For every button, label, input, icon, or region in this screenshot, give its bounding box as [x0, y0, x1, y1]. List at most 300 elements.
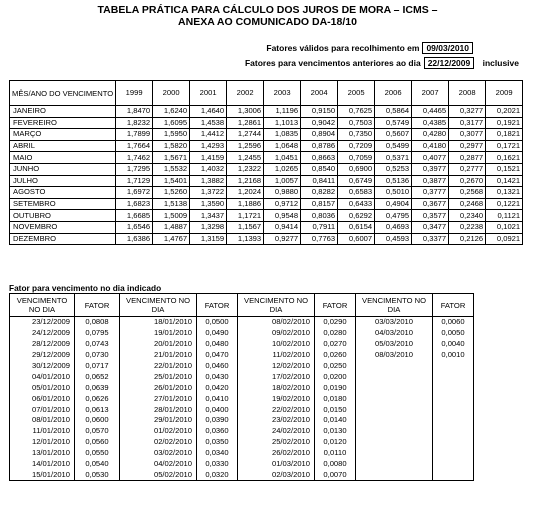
venc-date-cell — [356, 415, 433, 426]
venc-date-cell: 08/01/2010 — [10, 415, 75, 426]
factor-cell: 1,3722 — [190, 187, 227, 199]
venc-factor-cell: 0,0743 — [75, 339, 120, 350]
prior-date-box: 22/12/2009 — [424, 57, 475, 69]
venc-date-cell: 29/01/2010 — [120, 415, 197, 426]
month-cell: NOVEMBRO — [10, 221, 116, 233]
venc-factor-cell: 0,0050 — [433, 328, 474, 339]
factor-cell: 0,2977 — [449, 140, 486, 152]
factor-cell: 1,6685 — [116, 210, 153, 222]
venc-date-cell: 07/01/2010 — [10, 404, 75, 415]
table-row — [10, 106, 523, 118]
venc-factor-cell: 0,0540 — [75, 459, 120, 470]
venc-date-cell: 29/12/2009 — [10, 350, 75, 361]
factor-cell: 0,5749 — [375, 117, 412, 129]
factor-cell: 1,4159 — [190, 152, 227, 164]
venc-factor-cell: 0,0400 — [197, 404, 238, 415]
month-cell: MAIO — [10, 152, 116, 164]
venc-factor-cell: 0,0717 — [75, 361, 120, 372]
month-cell: AGOSTO — [10, 187, 116, 199]
factor-cell: 0,5010 — [375, 187, 412, 199]
factor-cell: 0,9880 — [264, 187, 301, 199]
year-header: 2004 — [301, 81, 338, 106]
factor-cell: 1,6386 — [116, 233, 153, 245]
venc-date-cell: 11/02/2010 — [238, 350, 315, 361]
venc-factor-cell: 0,0140 — [315, 415, 356, 426]
valid-date-line — [266, 42, 473, 54]
factor-cell: 0,7209 — [338, 140, 375, 152]
factor-cell: 0,7763 — [301, 233, 338, 245]
venc-date-cell: 24/02/2010 — [238, 426, 315, 437]
venc-date-cell: 21/01/2010 — [120, 350, 197, 361]
factor-cell: 0,3577 — [412, 210, 449, 222]
venc-date-cell — [356, 371, 433, 382]
venc-factor-cell — [433, 469, 474, 480]
factor-cell: 1,6240 — [153, 106, 190, 118]
factor-cell: 1,5138 — [153, 198, 190, 210]
venc-row — [10, 415, 474, 426]
factor-cell: 0,4593 — [375, 233, 412, 245]
factor-cell: 0,1221 — [486, 198, 523, 210]
month-cell: ABRIL — [10, 140, 116, 152]
factor-cell: 1,3159 — [190, 233, 227, 245]
factor-cell: 0,2340 — [449, 210, 486, 222]
factor-cell: 1,5009 — [153, 210, 190, 222]
factor-cell: 0,3777 — [412, 187, 449, 199]
venc-factor-cell: 0,0730 — [75, 350, 120, 361]
factor-cell: 1,1013 — [264, 117, 301, 129]
venc-date-cell: 10/02/2010 — [238, 339, 315, 350]
venc-date-cell: 25/01/2010 — [120, 371, 197, 382]
factor-cell: 1,6546 — [116, 221, 153, 233]
factor-cell: 0,4904 — [375, 198, 412, 210]
venc-date-cell: 30/12/2009 — [10, 361, 75, 372]
factor-cell: 0,8036 — [301, 210, 338, 222]
venc-date-cell — [356, 437, 433, 448]
venc-date-cell — [356, 404, 433, 415]
document-subtitle: ANEXA AO COMUNICADO DA-18/10 — [178, 16, 357, 28]
venc-factor-cell: 0,0530 — [75, 469, 120, 480]
venc-row — [10, 393, 474, 404]
venc-factor-cell: 0,0180 — [315, 393, 356, 404]
venc-factor-cell: 0,0200 — [315, 371, 356, 382]
venc-date-cell: 18/01/2010 — [120, 317, 197, 328]
factor-cell: 0,4385 — [412, 117, 449, 129]
venc-date-cell: 05/03/2010 — [356, 339, 433, 350]
venc-factor-cell — [433, 371, 474, 382]
venc-date-cell: 05/02/2010 — [120, 469, 197, 480]
venc-date-cell: 08/02/2010 — [238, 317, 315, 328]
factor-cell: 0,9414 — [264, 221, 301, 233]
factor-cell: 1,4767 — [153, 233, 190, 245]
month-cell: SETEMBRO — [10, 198, 116, 210]
factor-cell: 0,9042 — [301, 117, 338, 129]
factor-cell: 0,2021 — [486, 106, 523, 118]
venc-factor-cell: 0,0250 — [315, 361, 356, 372]
venc-factor-cell: 0,0470 — [197, 350, 238, 361]
factor-cell: 1,3882 — [190, 175, 227, 187]
venc-factor-header: FATOR — [315, 294, 356, 317]
factor-cell: 0,9548 — [264, 210, 301, 222]
venc-row — [10, 404, 474, 415]
venc-date-cell: 12/02/2010 — [238, 361, 315, 372]
factor-cell: 1,2024 — [227, 187, 264, 199]
factor-cell: 0,6007 — [338, 233, 375, 245]
venc-factor-cell — [433, 459, 474, 470]
factor-cell: 1,2168 — [227, 175, 264, 187]
factor-cell: 0,5499 — [375, 140, 412, 152]
venc-date-cell: 23/12/2009 — [10, 317, 75, 328]
factor-cell: 0,1821 — [486, 129, 523, 141]
factor-cell: 0,6292 — [338, 210, 375, 222]
factor-cell: 0,9712 — [264, 198, 301, 210]
factor-cell: 0,2670 — [449, 175, 486, 187]
venc-factor-cell: 0,0390 — [197, 415, 238, 426]
venc-factor-cell: 0,0270 — [315, 339, 356, 350]
venc-row — [10, 328, 474, 339]
factor-cell: 1,5820 — [153, 140, 190, 152]
factor-cell: 0,8786 — [301, 140, 338, 152]
venc-factor-cell: 0,0060 — [433, 317, 474, 328]
venc-factor-cell: 0,0280 — [315, 328, 356, 339]
valid-date-label: Fatores válidos para recolhimento em — [266, 43, 420, 53]
venc-date-cell: 19/02/2010 — [238, 393, 315, 404]
venc-factor-cell: 0,0639 — [75, 382, 120, 393]
venc-factor-cell: 0,0070 — [315, 469, 356, 480]
factor-cell: 0,3177 — [449, 117, 486, 129]
venc-date-cell: 27/01/2010 — [120, 393, 197, 404]
venc-date-cell: 20/01/2010 — [120, 339, 197, 350]
factor-cell: 1,4640 — [190, 106, 227, 118]
factor-cell: 1,5532 — [153, 163, 190, 175]
factor-cell: 0,4795 — [375, 210, 412, 222]
prior-date-suffix: inclusive — [482, 58, 519, 68]
factor-cell: 0,8904 — [301, 129, 338, 141]
factor-cell: 0,5607 — [375, 129, 412, 141]
factor-cell: 0,1321 — [486, 187, 523, 199]
factor-cell: 1,4538 — [190, 117, 227, 129]
year-header: 2005 — [338, 81, 375, 106]
factor-cell: 1,6823 — [116, 198, 153, 210]
venc-date-cell: 26/02/2010 — [238, 448, 315, 459]
factor-cell: 0,1721 — [486, 140, 523, 152]
year-header: 2009 — [486, 81, 523, 106]
venc-factor-cell: 0,0808 — [75, 317, 120, 328]
venc-date-cell: 28/12/2009 — [10, 339, 75, 350]
factor-cell: 1,5260 — [153, 187, 190, 199]
venc-date-header: VENCIMENTO NO DIA — [238, 294, 315, 317]
factor-cell: 0,4280 — [412, 129, 449, 141]
factor-cell: 0,3477 — [412, 221, 449, 233]
venc-factor-cell — [433, 382, 474, 393]
venc-section-title: Fator para vencimento no dia indicado — [9, 283, 162, 293]
venc-factor-cell: 0,0420 — [197, 382, 238, 393]
venc-factor-cell: 0,0130 — [315, 426, 356, 437]
valid-date-box: 09/03/2010 — [422, 42, 473, 54]
factor-cell: 0,4077 — [412, 152, 449, 164]
venc-factor-cell: 0,0626 — [75, 393, 120, 404]
factor-cell: 0,7503 — [338, 117, 375, 129]
factor-cell: 0,6154 — [338, 221, 375, 233]
venc-factor-cell — [433, 404, 474, 415]
month-cell: DEZEMBRO — [10, 233, 116, 245]
venc-factor-cell: 0,0110 — [315, 448, 356, 459]
factor-cell: 0,3977 — [412, 163, 449, 175]
venc-date-cell — [356, 382, 433, 393]
factor-cell: 0,2568 — [449, 187, 486, 199]
factor-cell: 0,4693 — [375, 221, 412, 233]
venc-factor-cell: 0,0560 — [75, 437, 120, 448]
table-row — [10, 187, 523, 199]
venc-date-cell: 03/02/2010 — [120, 448, 197, 459]
factor-cell: 0,2126 — [449, 233, 486, 245]
factor-cell: 1,7129 — [116, 175, 153, 187]
factor-cell: 0,3077 — [449, 129, 486, 141]
factor-cell: 0,6433 — [338, 198, 375, 210]
venc-factor-cell — [433, 393, 474, 404]
venc-date-cell — [356, 459, 433, 470]
venc-factor-cell: 0,0010 — [433, 350, 474, 361]
factor-cell: 1,6972 — [116, 187, 153, 199]
venc-factor-header: FATOR — [75, 294, 120, 317]
table-row — [10, 175, 523, 187]
month-cell: JANEIRO — [10, 106, 116, 118]
factor-cell: 1,8232 — [116, 117, 153, 129]
venc-date-cell: 17/02/2010 — [238, 371, 315, 382]
factor-cell: 1,2861 — [227, 117, 264, 129]
venc-row — [10, 437, 474, 448]
venc-row — [10, 459, 474, 470]
venc-date-header: VENCIMENTO NO DIA — [356, 294, 433, 317]
factor-cell: 0,6900 — [338, 163, 375, 175]
factor-cell: 0,1121 — [486, 210, 523, 222]
factor-cell: 1,6095 — [153, 117, 190, 129]
venc-row — [10, 361, 474, 372]
venc-row — [10, 317, 474, 328]
venc-date-cell — [356, 448, 433, 459]
venc-row — [10, 469, 474, 480]
table-row — [10, 129, 523, 141]
factor-cell: 1,1393 — [227, 233, 264, 245]
factor-cell: 0,8157 — [301, 198, 338, 210]
venc-factor-header: FATOR — [197, 294, 238, 317]
factor-cell: 0,5864 — [375, 106, 412, 118]
venc-date-cell: 08/03/2010 — [356, 350, 433, 361]
venc-factor-cell: 0,0350 — [197, 437, 238, 448]
factor-cell: 1,3590 — [190, 198, 227, 210]
factor-cell: 0,2877 — [449, 152, 486, 164]
venc-date-cell: 04/02/2010 — [120, 459, 197, 470]
venc-factor-cell: 0,0340 — [197, 448, 238, 459]
factor-cell: 0,5371 — [375, 152, 412, 164]
venc-row — [10, 350, 474, 361]
factor-cell: 0,1021 — [486, 221, 523, 233]
factor-cell: 1,2322 — [227, 163, 264, 175]
venc-row — [10, 426, 474, 437]
venc-date-cell — [356, 393, 433, 404]
venc-date-cell: 04/03/2010 — [356, 328, 433, 339]
month-cell: JULHO — [10, 175, 116, 187]
table-row — [10, 210, 523, 222]
factor-cell: 0,5136 — [375, 175, 412, 187]
factor-cell: 0,4180 — [412, 140, 449, 152]
factor-cell: 1,0265 — [264, 163, 301, 175]
factor-cell: 0,3877 — [412, 175, 449, 187]
venc-date-cell: 22/02/2010 — [238, 404, 315, 415]
factor-cell: 1,3437 — [190, 210, 227, 222]
factor-cell: 1,1196 — [264, 106, 301, 118]
venc-row — [10, 382, 474, 393]
venc-date-header: VENCIMENTO NO DIA — [10, 294, 75, 317]
venc-factor-cell: 0,0795 — [75, 328, 120, 339]
venc-date-cell: 26/01/2010 — [120, 382, 197, 393]
document-title: TABELA PRÁTICA PARA CÁLCULO DOS JUROS DE MORA – ICMS – — [97, 4, 438, 16]
venc-factor-cell: 0,0652 — [75, 371, 120, 382]
month-cell: MARÇO — [10, 129, 116, 141]
factor-cell: 1,8470 — [116, 106, 153, 118]
factor-cell: 1,0835 — [264, 129, 301, 141]
venc-factor-cell: 0,0080 — [315, 459, 356, 470]
table-header-row — [10, 81, 523, 106]
factor-cell: 0,8282 — [301, 187, 338, 199]
table-row — [10, 117, 523, 129]
factor-cell: 1,0648 — [264, 140, 301, 152]
venc-factor-cell: 0,0570 — [75, 426, 120, 437]
table-row — [10, 233, 523, 245]
venc-date-cell: 02/02/2010 — [120, 437, 197, 448]
factor-cell: 0,8411 — [301, 175, 338, 187]
month-cell: JUNHO — [10, 163, 116, 175]
factor-cell: 0,0921 — [486, 233, 523, 245]
venc-date-cell: 09/02/2010 — [238, 328, 315, 339]
factor-cell: 1,5671 — [153, 152, 190, 164]
venc-factor-cell: 0,0190 — [315, 382, 356, 393]
venc-date-cell: 01/03/2010 — [238, 459, 315, 470]
venc-date-cell: 01/02/2010 — [120, 426, 197, 437]
venc-factor-cell: 0,0490 — [197, 328, 238, 339]
venc-date-cell: 25/02/2010 — [238, 437, 315, 448]
factor-cell: 1,0451 — [264, 152, 301, 164]
factor-cell: 1,0057 — [264, 175, 301, 187]
factor-cell: 1,7462 — [116, 152, 153, 164]
factor-cell: 0,2777 — [449, 163, 486, 175]
venc-factor-cell: 0,0150 — [315, 404, 356, 415]
year-header: 2003 — [264, 81, 301, 106]
factor-cell: 0,8663 — [301, 152, 338, 164]
year-header: 2002 — [227, 81, 264, 106]
venc-row — [10, 371, 474, 382]
table-row — [10, 198, 523, 210]
factor-cell: 0,9150 — [301, 106, 338, 118]
venc-date-cell: 02/03/2010 — [238, 469, 315, 480]
venc-factor-cell — [433, 437, 474, 448]
factor-cell: 0,8540 — [301, 163, 338, 175]
factor-cell: 0,1621 — [486, 152, 523, 164]
factor-cell: 1,4412 — [190, 129, 227, 141]
factor-cell: 1,5950 — [153, 129, 190, 141]
venc-date-cell: 03/03/2010 — [356, 317, 433, 328]
venc-date-cell: 05/01/2010 — [10, 382, 75, 393]
venc-date-cell — [356, 426, 433, 437]
factor-cell: 0,4465 — [412, 106, 449, 118]
factor-cell: 0,2238 — [449, 221, 486, 233]
month-year-header: MÊS/ANO DO VENCIMENTO — [10, 81, 116, 106]
year-header: 2007 — [412, 81, 449, 106]
factor-cell: 0,5253 — [375, 163, 412, 175]
table-row — [10, 163, 523, 175]
table-row — [10, 140, 523, 152]
venc-factor-cell — [433, 426, 474, 437]
prior-date-line — [245, 57, 519, 69]
factor-cell: 1,7899 — [116, 129, 153, 141]
venc-date-cell: 15/01/2010 — [10, 469, 75, 480]
factor-cell: 0,2468 — [449, 198, 486, 210]
interest-factor-table — [9, 80, 523, 245]
factor-cell: 0,9277 — [264, 233, 301, 245]
venc-date-header: VENCIMENTO NO DIA — [120, 294, 197, 317]
factor-cell: 1,2455 — [227, 152, 264, 164]
factor-cell: 1,1721 — [227, 210, 264, 222]
venc-factor-cell — [433, 361, 474, 372]
venc-factor-cell: 0,0480 — [197, 339, 238, 350]
venc-factor-cell: 0,0260 — [315, 350, 356, 361]
factor-cell: 1,7295 — [116, 163, 153, 175]
factor-cell: 0,7911 — [301, 221, 338, 233]
venc-date-cell: 14/01/2010 — [10, 459, 75, 470]
factor-cell: 0,7350 — [338, 129, 375, 141]
year-header: 2006 — [375, 81, 412, 106]
venc-factor-header: FATOR — [433, 294, 474, 317]
venc-date-cell: 23/02/2010 — [238, 415, 315, 426]
venc-date-cell: 04/01/2010 — [10, 371, 75, 382]
factor-cell: 1,1567 — [227, 221, 264, 233]
venc-date-cell: 18/02/2010 — [238, 382, 315, 393]
venc-date-cell: 11/01/2010 — [10, 426, 75, 437]
month-cell: FEVEREIRO — [10, 117, 116, 129]
factor-cell: 0,1421 — [486, 175, 523, 187]
factor-cell: 1,1886 — [227, 198, 264, 210]
venc-factor-cell — [433, 448, 474, 459]
factor-cell: 1,5401 — [153, 175, 190, 187]
factor-cell: 0,3677 — [412, 198, 449, 210]
venc-date-cell: 22/01/2010 — [120, 361, 197, 372]
year-header: 2008 — [449, 81, 486, 106]
venc-factor-cell: 0,0600 — [75, 415, 120, 426]
factor-cell: 1,7664 — [116, 140, 153, 152]
factor-cell: 0,7625 — [338, 106, 375, 118]
factor-cell: 0,3277 — [449, 106, 486, 118]
venc-date-cell: 06/01/2010 — [10, 393, 75, 404]
venc-date-cell — [356, 469, 433, 480]
factor-cell: 0,7059 — [338, 152, 375, 164]
venc-date-cell: 24/12/2009 — [10, 328, 75, 339]
prior-date-label: Fatores para vencimentos anteriores ao dia — [244, 58, 421, 68]
venc-date-cell: 28/01/2010 — [120, 404, 197, 415]
factor-cell: 0,1921 — [486, 117, 523, 129]
venc-factor-cell: 0,0330 — [197, 459, 238, 470]
venc-factor-cell: 0,0613 — [75, 404, 120, 415]
factor-cell: 0,6749 — [338, 175, 375, 187]
venc-date-cell — [356, 361, 433, 372]
venc-factor-cell: 0,0410 — [197, 393, 238, 404]
month-cell: OUTUBRO — [10, 210, 116, 222]
venc-date-cell: 12/01/2010 — [10, 437, 75, 448]
venc-factor-cell: 0,0120 — [315, 437, 356, 448]
factor-cell: 1,4293 — [190, 140, 227, 152]
factor-cell: 1,4887 — [153, 221, 190, 233]
venc-header-row — [10, 294, 474, 317]
factor-cell: 0,1521 — [486, 163, 523, 175]
year-header: 2001 — [190, 81, 227, 106]
